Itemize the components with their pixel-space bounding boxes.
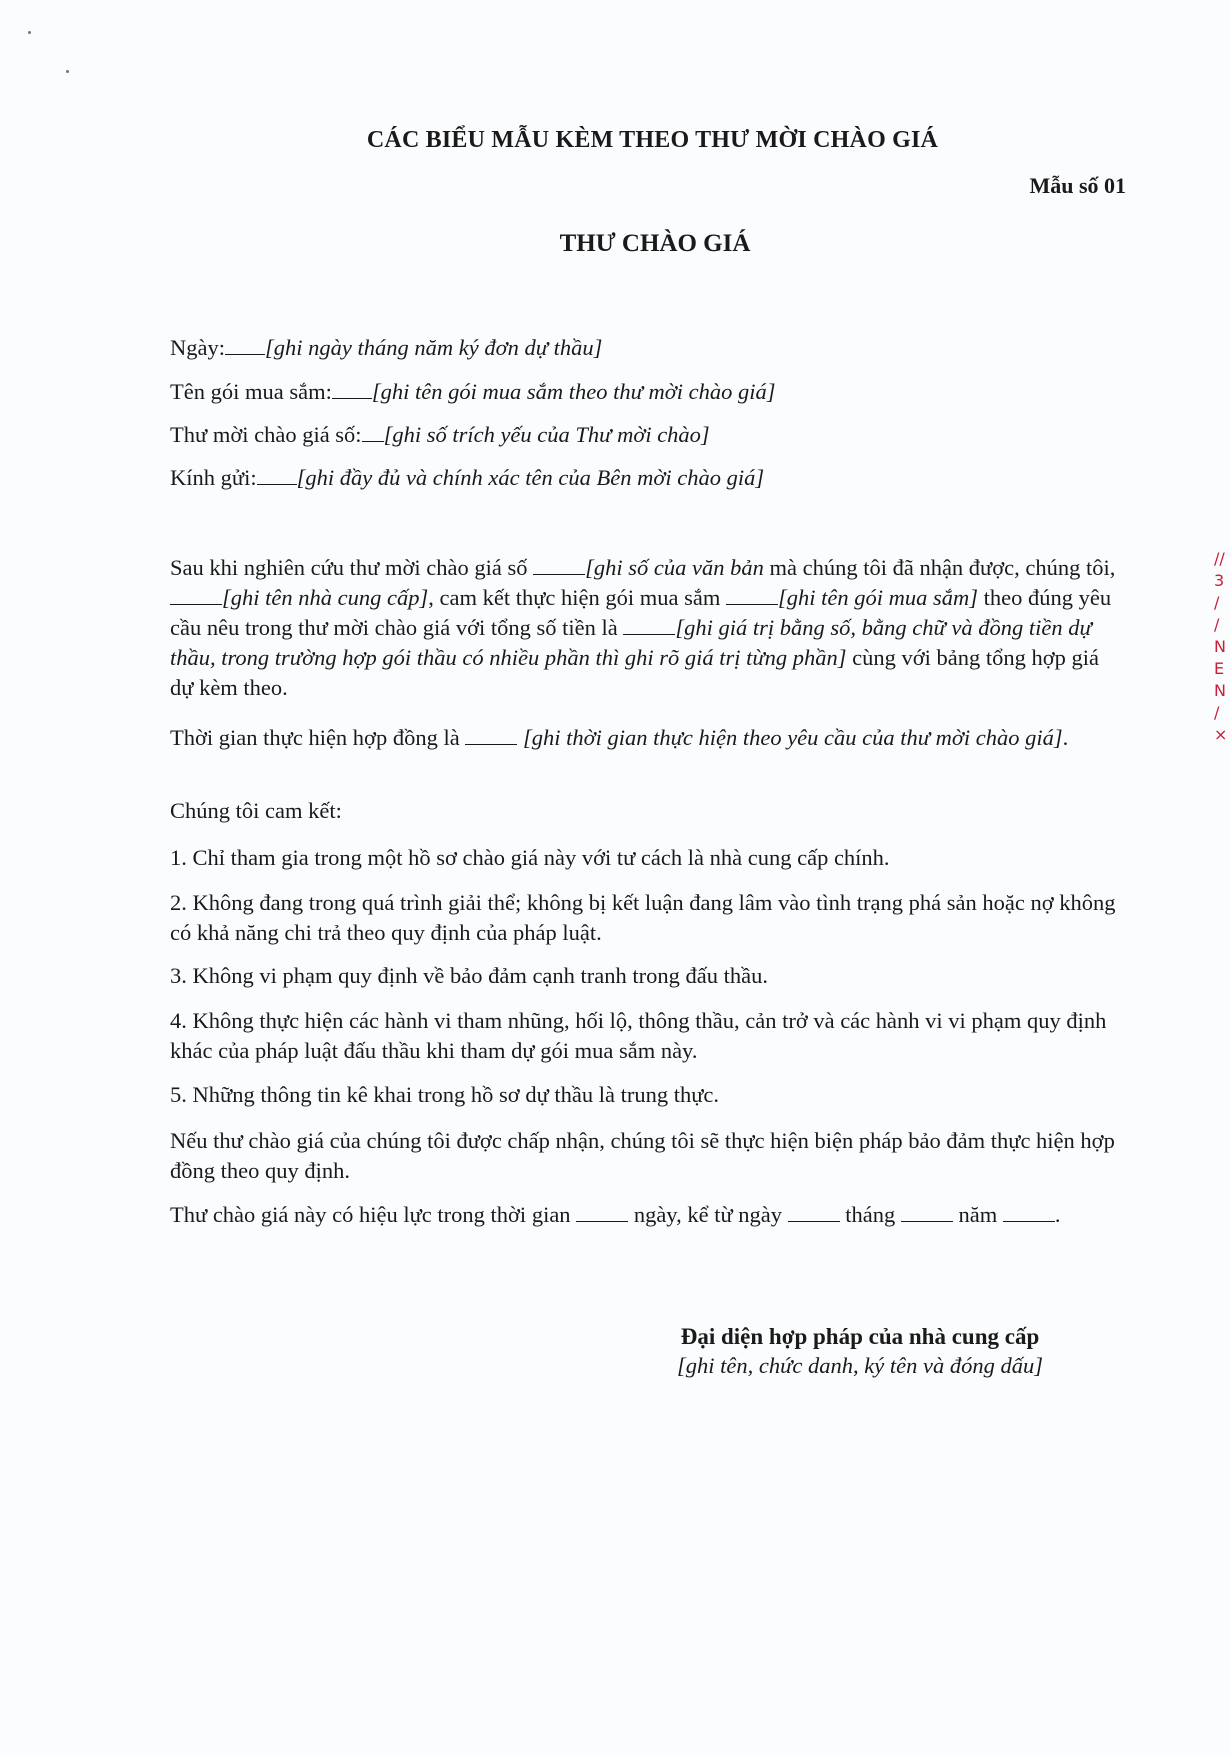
commitment-item: 5. Những thông tin kê khai trong hồ sơ dự thầu là trung thực. (170, 1082, 720, 1107)
fill-blank[interactable] (623, 616, 675, 635)
section-title: CÁC BIỂU MẪU KÈM THEO THƯ MỜI CHÀO GIÁ (366, 127, 939, 153)
fill-blank[interactable] (533, 556, 585, 575)
commitment-item: 4. Không thực hiện các hành vi tham nhũng, hối lộ, thông thầu, cản trở và các hành vi vi phạm quy định khác của pháp luật đấu thầu khi tham dự gói mua sắm này. (170, 1008, 1107, 1063)
scan-speck (66, 70, 69, 73)
field-label: Kính gửi: (170, 465, 257, 490)
scan-speck (28, 31, 31, 34)
signature-title: Đại diện hợp pháp của nhà cung cấp (680, 1324, 1040, 1349)
year-blank[interactable] (1003, 1203, 1055, 1222)
fill-blank[interactable] (257, 466, 297, 485)
field-date (170, 333, 602, 363)
intro-paragraph: Sau khi nghiên cứu thư mời chào giá số [ghi số của văn bản mà chúng tôi đã nhận được, chúng tôi,[ghi tên nhà cung cấp], cam kết thực hiện gói mua sắm [ghi tên gói mua sắm] theo đúng yêu cầu nêu trong thư mời chào giá với tổng số tiền là [ghi giá trị bằng số, bằng chữ và đồng tiền dự thầu, trong trường hợp gói thầu có nhiều phần thì ghi rõ giá trị từng phần] cùng với bảng tổng hợp giá dự kèm theo. (170, 555, 1116, 700)
field-label: Ngày: (170, 335, 225, 360)
fill-blank[interactable] (362, 423, 384, 442)
fill-blank[interactable] (225, 336, 265, 355)
field-hint: [ghi số trích yếu của Thư mời chào] (383, 422, 710, 447)
guarantee-paragraph: Nếu thư chào giá của chúng tôi được chấp nhận, chúng tôi sẽ thực hiện biện pháp bảo đảm thực hiện hợp đồng theo quy định. (170, 1128, 1115, 1183)
document-title: THƯ CHÀO GIÁ (559, 230, 751, 257)
field-package-name (170, 377, 775, 407)
month-blank[interactable] (901, 1203, 953, 1222)
field-label: Tên gói mua sắm: (170, 379, 332, 404)
field-label: Thư mời chào giá số: (170, 422, 362, 447)
duration-paragraph: Thời gian thực hiện hợp đồng là [ghi thời gian thực hiện theo yêu cầu của thư mời chào giá]. (170, 725, 1069, 750)
fill-blank[interactable] (465, 726, 517, 745)
days-blank[interactable] (576, 1203, 628, 1222)
commitment-item: 3. Không vi phạm quy định về bảo đảm cạnh tranh trong đấu thầu. (170, 963, 768, 988)
form-number: Mẫu số 01 (1029, 173, 1126, 198)
fill-blank[interactable] (332, 380, 372, 399)
day-blank[interactable] (788, 1203, 840, 1222)
commitment-item: 2. Không đang trong quá trình giải thể; không bị kết luận đang lâm vào tình trạng phá sản hoặc nợ không có khả năng chi trả theo quy định của pháp luật. (170, 890, 1116, 945)
field-recipient (170, 463, 764, 493)
signature-hint: [ghi tên, chức danh, ký tên và đóng dấu] (677, 1353, 1043, 1378)
field-hint: [ghi tên gói mua sắm theo thư mời chào giá] (371, 379, 776, 404)
field-invitation-number (170, 420, 710, 450)
fill-blank[interactable] (726, 586, 778, 605)
field-hint: [ghi đầy đủ và chính xác tên của Bên mời chào giá] (296, 465, 765, 490)
red-stamp-edge: // 3 / / N E N / × (1214, 549, 1228, 744)
field-hint: [ghi ngày tháng năm ký đơn dự thầu] (265, 335, 603, 360)
signature-block (580, 1322, 1140, 1380)
fill-blank[interactable] (170, 586, 222, 605)
validity-paragraph: Thư chào giá này có hiệu lực trong thời gian ngày, kể từ ngày tháng năm . (170, 1202, 1061, 1227)
commit-heading: Chúng tôi cam kết: (170, 798, 342, 823)
commitment-item: 1. Chỉ tham gia trong một hồ sơ chào giá này với tư cách là nhà cung cấp chính. (170, 845, 890, 870)
